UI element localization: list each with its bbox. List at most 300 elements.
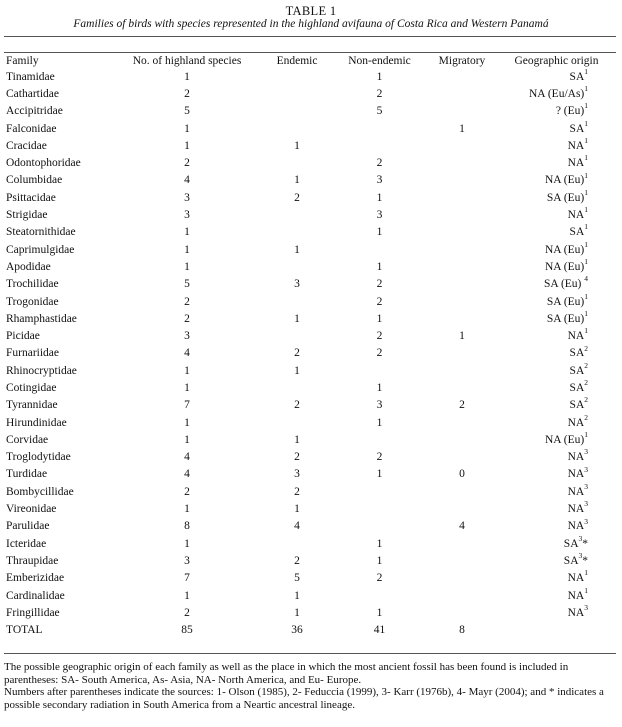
endemic-cell bbox=[262, 68, 332, 85]
migratory-cell bbox=[427, 587, 497, 604]
origin-source-number: 1 bbox=[584, 118, 588, 128]
highland-species-cell: 1 bbox=[184, 503, 190, 516]
endemic-cell: 1 bbox=[294, 606, 300, 619]
origin-text: SA bbox=[569, 347, 585, 360]
family-cell: Parulidae bbox=[6, 520, 50, 533]
geographic-origin-cell bbox=[497, 241, 616, 258]
origin-text: NA bbox=[567, 330, 585, 343]
endemic-cell bbox=[262, 154, 332, 171]
origin-text: ? (Eu) bbox=[555, 105, 585, 118]
note-origin: The possible geographic origin of each family as well as the place in which the most ancient fossil has been found is included in parentheses: SA- South America, As- Asia, NA- North America, and Eu- Europe. bbox=[4, 661, 569, 686]
geographic-origin-cell bbox=[497, 206, 616, 223]
endemic-cell: 2 bbox=[294, 347, 300, 360]
origin-source-number: 3 bbox=[584, 603, 588, 613]
origin-text: SA (Eu) bbox=[544, 278, 585, 291]
geographic-origin-cell bbox=[497, 362, 616, 379]
non-endemic-cell: 2 bbox=[376, 347, 383, 360]
origin-source-number: 1 bbox=[584, 170, 588, 180]
migratory-cell bbox=[427, 570, 497, 587]
family-cell: Cracidae bbox=[6, 139, 47, 152]
total-endemic: 36 bbox=[291, 624, 303, 636]
non-endemic-cell: 2 bbox=[376, 451, 383, 464]
endemic-cell: 1 bbox=[294, 243, 300, 256]
header-endemic: Endemic bbox=[276, 54, 318, 67]
table-row bbox=[4, 483, 616, 500]
origin-source-number: 2 bbox=[584, 378, 588, 388]
migratory-cell bbox=[427, 103, 497, 120]
family-cell: Rhamphastidae bbox=[6, 312, 77, 325]
family-cell: Hirundinidae bbox=[6, 416, 67, 429]
family-cell: Cardinalidae bbox=[6, 589, 65, 602]
non-endemic-cell: 2 bbox=[376, 87, 383, 100]
origin-text: SA (Eu) bbox=[546, 312, 585, 325]
origin-source-number: 1 bbox=[584, 568, 588, 578]
table-row bbox=[4, 68, 616, 85]
endemic-cell: 1 bbox=[294, 589, 300, 602]
non-endemic-cell bbox=[332, 362, 427, 379]
table-row bbox=[4, 397, 616, 414]
origin-asterisk: * bbox=[582, 554, 588, 567]
origin-source-number: 2 bbox=[584, 360, 588, 370]
non-endemic-cell: 1 bbox=[376, 70, 383, 83]
highland-species-cell: 5 bbox=[184, 278, 190, 291]
origin-source-number: 1 bbox=[584, 239, 588, 249]
header-highland-species: No. of highland species bbox=[132, 54, 242, 67]
geographic-origin-cell bbox=[497, 449, 616, 466]
family-cell: Accipitridae bbox=[6, 105, 63, 118]
non-endemic-cell: 3 bbox=[376, 399, 383, 412]
origin-text: SA bbox=[563, 554, 579, 567]
non-endemic-cell: 2 bbox=[376, 157, 383, 170]
highland-species-cell: 2 bbox=[184, 485, 190, 498]
family-cell: Picidae bbox=[6, 330, 40, 343]
geographic-origin-cell bbox=[497, 604, 616, 621]
origin-source-number: 1 bbox=[584, 326, 588, 336]
geographic-origin-cell bbox=[497, 466, 616, 483]
table-row bbox=[4, 172, 616, 189]
table-row bbox=[4, 345, 616, 362]
geographic-origin-cell bbox=[497, 154, 616, 171]
geographic-origin-cell bbox=[497, 431, 616, 448]
origin-source-number: 3 bbox=[584, 516, 588, 526]
origin-text: SA bbox=[569, 364, 585, 377]
origin-source-number: 3 bbox=[584, 481, 588, 491]
origin-text: NA (Eu/As) bbox=[528, 87, 585, 100]
origin-text: SA (Eu) bbox=[546, 295, 585, 308]
origin-text: NA bbox=[567, 451, 585, 464]
highland-species-cell: 3 bbox=[184, 209, 190, 222]
highland-species-cell: 1 bbox=[184, 243, 190, 256]
migratory-cell bbox=[427, 535, 497, 552]
migratory-cell: 1 bbox=[459, 330, 465, 343]
origin-text: NA bbox=[567, 572, 585, 585]
table-row bbox=[4, 85, 616, 102]
family-cell: Odontophoridae bbox=[6, 157, 81, 170]
origin-source-number: 1 bbox=[584, 430, 588, 440]
table-row bbox=[4, 310, 616, 327]
migratory-cell bbox=[427, 172, 497, 189]
highland-species-cell: 1 bbox=[184, 139, 190, 152]
origin-text: NA (Eu) bbox=[544, 243, 585, 256]
highland-species-cell: 7 bbox=[184, 572, 190, 585]
migratory-cell bbox=[427, 552, 497, 569]
total-non-endemic: 41 bbox=[373, 624, 386, 636]
migratory-cell bbox=[427, 293, 497, 310]
highland-species-cell: 5 bbox=[184, 105, 190, 118]
geographic-origin-cell bbox=[497, 310, 616, 327]
non-endemic-cell bbox=[332, 431, 427, 448]
origin-source-number: 3 bbox=[584, 464, 588, 474]
geographic-origin-cell bbox=[497, 276, 616, 293]
origin-text: NA (Eu) bbox=[544, 174, 585, 187]
highland-species-cell: 4 bbox=[184, 468, 190, 481]
migratory-cell bbox=[427, 137, 497, 154]
non-endemic-cell bbox=[332, 120, 427, 137]
top-rule bbox=[4, 36, 616, 37]
highland-species-cell: 1 bbox=[184, 589, 190, 602]
table-row bbox=[4, 449, 616, 466]
geographic-origin-cell bbox=[497, 85, 616, 102]
geographic-origin-cell bbox=[497, 345, 616, 362]
table-row bbox=[4, 103, 616, 120]
non-endemic-cell: 3 bbox=[376, 174, 383, 187]
family-cell: Cotingidae bbox=[6, 381, 57, 394]
family-cell: Corvidae bbox=[6, 433, 49, 446]
family-cell: Icteridae bbox=[6, 537, 47, 550]
family-cell: Tinamidae bbox=[6, 70, 55, 83]
family-cell: Apodidae bbox=[6, 260, 51, 273]
geographic-origin-cell bbox=[497, 137, 616, 154]
origin-source-number: 1 bbox=[584, 222, 588, 232]
family-cell: Furnariidae bbox=[6, 347, 60, 360]
migratory-cell bbox=[427, 258, 497, 275]
migratory-cell bbox=[427, 379, 497, 396]
origin-source-number: 1 bbox=[584, 257, 588, 267]
highland-species-cell: 4 bbox=[184, 174, 190, 187]
highland-species-cell: 1 bbox=[184, 433, 190, 446]
non-endemic-cell bbox=[332, 137, 427, 154]
origin-source-number: 1 bbox=[584, 136, 588, 145]
origin-text: NA bbox=[567, 520, 585, 533]
table-header-row bbox=[4, 53, 616, 68]
geographic-origin-cell bbox=[497, 293, 616, 310]
highland-species-cell: 1 bbox=[184, 537, 190, 550]
header-family: Family bbox=[6, 54, 39, 67]
table-row bbox=[4, 258, 616, 275]
highland-species-cell: 8 bbox=[184, 520, 190, 533]
highland-species-cell: 2 bbox=[184, 87, 190, 100]
family-cell: Tyrannidae bbox=[6, 399, 58, 412]
family-cell: Trogonidae bbox=[6, 295, 59, 308]
endemic-cell bbox=[262, 535, 332, 552]
origin-text: NA bbox=[567, 416, 585, 429]
non-endemic-cell: 1 bbox=[376, 226, 383, 239]
migratory-cell bbox=[427, 224, 497, 241]
origin-text: NA bbox=[567, 157, 585, 170]
geographic-origin-cell bbox=[497, 327, 616, 344]
endemic-cell: 1 bbox=[294, 503, 300, 516]
migratory-cell bbox=[427, 500, 497, 517]
highland-species-cell: 3 bbox=[184, 554, 190, 567]
highland-species-cell: 1 bbox=[184, 70, 190, 83]
migratory-cell bbox=[427, 483, 497, 500]
geographic-origin-cell bbox=[497, 120, 616, 137]
bird-families-table bbox=[4, 53, 616, 639]
geographic-origin-cell bbox=[497, 68, 616, 85]
family-cell: Thraupidae bbox=[6, 554, 59, 567]
migratory-cell bbox=[427, 241, 497, 258]
migratory-cell bbox=[427, 362, 497, 379]
migratory-cell bbox=[427, 414, 497, 431]
table-row bbox=[4, 500, 616, 517]
bottom-rule bbox=[4, 653, 616, 654]
endemic-cell bbox=[262, 120, 332, 137]
family-cell: Troglodytidae bbox=[6, 451, 71, 464]
non-endemic-cell bbox=[332, 500, 427, 517]
endemic-cell bbox=[262, 379, 332, 396]
endemic-cell: 2 bbox=[294, 399, 300, 412]
non-endemic-cell bbox=[332, 483, 427, 500]
endemic-cell bbox=[262, 293, 332, 310]
header-geographic-origin: Geographic origin bbox=[514, 54, 599, 67]
endemic-cell: 1 bbox=[294, 433, 300, 446]
total-label: TOTAL bbox=[6, 624, 43, 636]
endemic-cell: 2 bbox=[294, 485, 300, 498]
table-notes bbox=[4, 661, 616, 711]
table-row bbox=[4, 206, 616, 223]
geographic-origin-cell bbox=[497, 172, 616, 189]
geographic-origin-cell bbox=[497, 397, 616, 414]
geographic-origin-cell bbox=[497, 379, 616, 396]
endemic-cell bbox=[262, 206, 332, 223]
highland-species-cell: 2 bbox=[184, 157, 190, 170]
highland-species-cell: 2 bbox=[184, 312, 190, 325]
endemic-cell: 1 bbox=[294, 364, 300, 377]
origin-text: NA bbox=[567, 503, 585, 516]
origin-source-number: 2 bbox=[584, 343, 588, 353]
geographic-origin-cell bbox=[497, 500, 616, 517]
table-row bbox=[4, 570, 616, 587]
family-cell: Vireonidae bbox=[6, 503, 57, 516]
origin-text: NA bbox=[567, 468, 585, 481]
table-row bbox=[4, 379, 616, 396]
endemic-cell: 1 bbox=[294, 174, 300, 187]
note-sources: Numbers after parentheses indicate the sources: 1- Olson (1985), 2- Feduccia (1999), 3- Karr (1976b), 4- Mayr (2004); and * indicates a possible secondary radiation in South America from a Neartic ancestral lineage. bbox=[4, 686, 604, 711]
highland-species-cell: 1 bbox=[184, 122, 190, 135]
table-row bbox=[4, 293, 616, 310]
origin-text: NA bbox=[567, 209, 585, 222]
endemic-cell bbox=[262, 103, 332, 120]
geographic-origin-cell bbox=[497, 103, 616, 120]
origin-text: SA bbox=[569, 226, 585, 239]
origin-source-number: 3 bbox=[578, 533, 583, 543]
origin-source-number: 1 bbox=[584, 66, 588, 76]
origin-text: NA (Eu) bbox=[544, 433, 585, 446]
origin-text: SA (Eu) bbox=[546, 191, 585, 204]
endemic-cell: 2 bbox=[294, 554, 300, 567]
table-row bbox=[4, 414, 616, 431]
origin-text: NA bbox=[567, 606, 585, 619]
non-endemic-cell: 5 bbox=[376, 105, 383, 118]
migratory-cell bbox=[427, 604, 497, 621]
geographic-origin-cell bbox=[497, 414, 616, 431]
family-cell: Fringillidae bbox=[6, 606, 60, 619]
geographic-origin-cell bbox=[497, 518, 616, 535]
migratory-cell: 0 bbox=[459, 468, 465, 481]
table-row bbox=[4, 552, 616, 569]
highland-species-cell: 4 bbox=[184, 451, 190, 464]
origin-source-number: 1 bbox=[584, 205, 588, 215]
highland-species-cell: 4 bbox=[184, 347, 190, 360]
non-endemic-cell: 2 bbox=[376, 278, 383, 291]
table-row bbox=[4, 362, 616, 379]
migratory-cell bbox=[427, 189, 497, 206]
header-migratory: Migratory bbox=[438, 54, 486, 67]
migratory-cell bbox=[427, 154, 497, 171]
table-row bbox=[4, 137, 616, 154]
family-cell: Columbidae bbox=[6, 174, 63, 187]
total-highland-species: 85 bbox=[181, 624, 193, 636]
table-row bbox=[4, 224, 616, 241]
table-row bbox=[4, 120, 616, 137]
origin-source-number: 3 bbox=[584, 499, 588, 509]
endemic-cell bbox=[262, 414, 332, 431]
non-endemic-cell: 1 bbox=[376, 537, 383, 550]
migratory-cell bbox=[427, 345, 497, 362]
family-cell: Cathartidae bbox=[6, 87, 60, 100]
highland-species-cell: 3 bbox=[184, 330, 190, 343]
endemic-cell: 5 bbox=[294, 572, 300, 585]
endemic-cell bbox=[262, 327, 332, 344]
origin-text: SA bbox=[569, 399, 585, 412]
family-cell: Caprimulgidae bbox=[6, 243, 75, 256]
geographic-origin-cell bbox=[497, 535, 616, 552]
endemic-cell bbox=[262, 258, 332, 275]
table-row bbox=[4, 189, 616, 206]
family-cell: Rhinocryptidae bbox=[6, 364, 77, 377]
origin-text: NA (Eu) bbox=[544, 260, 585, 273]
endemic-cell: 1 bbox=[294, 139, 300, 152]
table-row bbox=[4, 535, 616, 552]
table-row bbox=[4, 154, 616, 171]
origin-source-number: 1 bbox=[584, 291, 588, 301]
non-endemic-cell bbox=[332, 241, 427, 258]
migratory-cell: 1 bbox=[459, 122, 465, 135]
family-cell: Bombycillidae bbox=[6, 485, 74, 498]
non-endemic-cell: 1 bbox=[376, 416, 383, 429]
migratory-cell bbox=[427, 276, 497, 293]
origin-source-number: 1 bbox=[584, 84, 588, 94]
table-total-row bbox=[4, 622, 616, 639]
family-cell: Trochilidae bbox=[6, 278, 59, 291]
family-cell: Psittacidae bbox=[6, 191, 56, 204]
endemic-cell bbox=[262, 224, 332, 241]
origin-source-number: 1 bbox=[584, 153, 588, 163]
table-row bbox=[4, 276, 616, 293]
table-row bbox=[4, 604, 616, 621]
highland-species-cell: 7 bbox=[184, 399, 190, 412]
non-endemic-cell: 1 bbox=[376, 191, 383, 204]
geographic-origin-cell bbox=[497, 570, 616, 587]
origin-source-number: 2 bbox=[584, 412, 588, 422]
origin-text: SA bbox=[569, 381, 585, 394]
table-body bbox=[4, 68, 616, 639]
highland-species-cell: 2 bbox=[184, 606, 190, 619]
non-endemic-cell: 1 bbox=[376, 554, 383, 567]
table-row bbox=[4, 518, 616, 535]
origin-text: NA bbox=[567, 485, 585, 498]
migratory-cell: 4 bbox=[459, 520, 465, 533]
table-row bbox=[4, 466, 616, 483]
migratory-cell bbox=[427, 310, 497, 327]
highland-species-cell: 1 bbox=[184, 364, 190, 377]
migratory-cell bbox=[427, 85, 497, 102]
table-row bbox=[4, 327, 616, 344]
migratory-cell bbox=[427, 206, 497, 223]
non-endemic-cell: 1 bbox=[376, 606, 383, 619]
non-endemic-cell: 1 bbox=[376, 381, 383, 394]
geographic-origin-cell bbox=[497, 483, 616, 500]
geographic-origin-cell bbox=[497, 224, 616, 241]
non-endemic-cell: 2 bbox=[376, 330, 383, 343]
origin-source-number: 3 bbox=[584, 447, 588, 457]
migratory-cell bbox=[427, 68, 497, 85]
endemic-cell: 1 bbox=[294, 312, 300, 325]
origin-text: NA bbox=[567, 589, 585, 602]
endemic-cell: 3 bbox=[294, 468, 300, 481]
origin-source-number: 1 bbox=[584, 585, 588, 595]
migratory-cell bbox=[427, 431, 497, 448]
endemic-cell: 3 bbox=[294, 278, 300, 291]
highland-species-cell: 3 bbox=[184, 191, 190, 204]
non-endemic-cell: 1 bbox=[376, 260, 383, 273]
non-endemic-cell bbox=[332, 518, 427, 535]
family-cell: Falconidae bbox=[6, 122, 57, 135]
non-endemic-cell: 3 bbox=[376, 209, 383, 222]
origin-source-number: 1 bbox=[584, 101, 588, 111]
origin-source-number: 4 bbox=[584, 274, 588, 284]
geographic-origin-cell bbox=[497, 189, 616, 206]
total-migratory: 8 bbox=[459, 624, 465, 636]
endemic-cell bbox=[262, 85, 332, 102]
family-cell: Steatornithidae bbox=[6, 226, 76, 239]
highland-species-cell: 2 bbox=[184, 295, 190, 308]
origin-source-number: 2 bbox=[584, 395, 588, 405]
origin-source-number: 3 bbox=[578, 551, 583, 561]
origin-text: NA bbox=[567, 139, 585, 152]
non-endemic-cell: 2 bbox=[376, 295, 383, 308]
table-title: TABLE 1 bbox=[285, 4, 337, 18]
endemic-cell: 4 bbox=[294, 520, 300, 533]
total-origin bbox=[497, 622, 616, 639]
origin-source-number: 1 bbox=[584, 187, 588, 197]
endemic-cell: 2 bbox=[294, 451, 300, 464]
non-endemic-cell: 2 bbox=[376, 572, 383, 585]
highland-species-cell: 1 bbox=[184, 226, 190, 239]
geographic-origin-cell bbox=[497, 552, 616, 569]
highland-species-cell: 1 bbox=[184, 416, 190, 429]
table-row bbox=[4, 431, 616, 448]
non-endemic-cell: 1 bbox=[376, 312, 383, 325]
family-cell: Emberizidae bbox=[6, 572, 65, 585]
endemic-cell: 2 bbox=[294, 191, 300, 204]
origin-asterisk: * bbox=[582, 537, 588, 550]
highland-species-cell: 1 bbox=[184, 260, 190, 273]
origin-source-number: 1 bbox=[584, 308, 588, 318]
geographic-origin-cell bbox=[497, 258, 616, 275]
origin-text: SA bbox=[569, 70, 585, 83]
table-row bbox=[4, 241, 616, 258]
